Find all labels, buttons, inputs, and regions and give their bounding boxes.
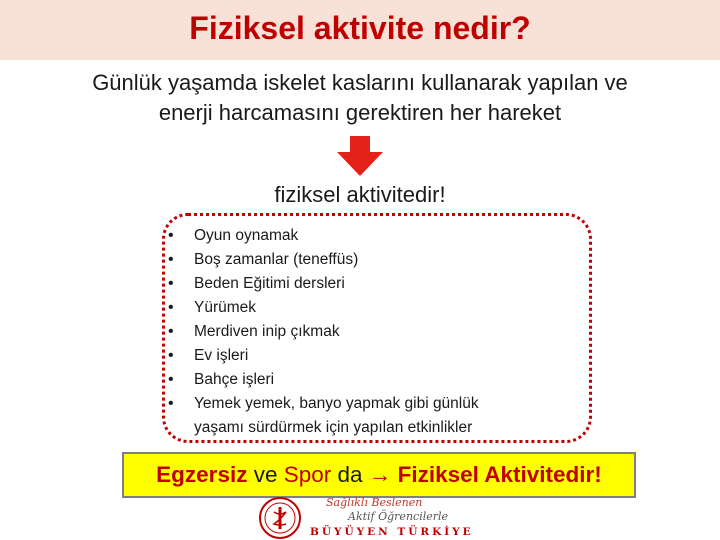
bullet-icon: • — [168, 275, 174, 292]
list-item: • Boş zamanlar (teneffüs) — [168, 248, 568, 272]
list-item: • Yemek yemek, banyo yapmak gibi günlük yaşamı sürdürmek için yapılan etkinlikler — [168, 392, 568, 440]
right-arrow-icon: → — [368, 462, 392, 487]
list-item: • Yürümek — [168, 296, 568, 320]
list-item-continuation: yaşamı sürdürmek için yapılan etkinlikler — [194, 419, 473, 436]
banner-word-egzersiz: Egzersiz — [156, 462, 248, 487]
list-item: • Ev işleri — [168, 344, 568, 368]
logo-line-1: Sağlıklı Beslenen — [326, 496, 423, 509]
ministry-seal-icon — [258, 496, 302, 540]
list-item: • Oyun oynamak — [168, 224, 568, 248]
bullet-icon: • — [168, 395, 174, 412]
bullet-icon: • — [168, 251, 174, 268]
bullet-icon: • — [168, 227, 174, 244]
banner-result: Fiziksel Aktivitedir! — [397, 462, 602, 487]
bullet-icon: • — [168, 371, 174, 388]
logo-line-2: Aktif Öğrencilerle — [348, 510, 449, 523]
activity-list — [168, 224, 568, 440]
logo-line-3: BÜYÜYEN TÜRKİYE — [310, 526, 474, 538]
definition-text — [20, 68, 700, 128]
banner-word-spor: Spor — [283, 462, 332, 487]
list-item: • Bahçe işleri — [168, 368, 568, 392]
bullet-icon: • — [168, 299, 174, 316]
banner-joiner-ve: ve — [247, 462, 284, 487]
definition-line-2: enerji harcamasını gerektiren her hareket — [158, 100, 562, 125]
conclusion-text: fiziksel aktivitedir! — [274, 182, 446, 207]
bullet-icon: • — [168, 347, 174, 364]
list-item: • Merdiven inip çıkmak — [168, 320, 568, 344]
summary-banner — [122, 452, 636, 498]
list-item: • Beden Eğitimi dersleri — [168, 272, 568, 296]
page-title: Fiziksel aktivite nedir? — [189, 10, 531, 46]
bullet-icon: • — [168, 323, 174, 340]
summary-banner-text — [124, 454, 634, 496]
definition-line-1: Günlük yaşamda iskelet kaslarını kullanarak yapılan ve — [92, 70, 628, 95]
banner-joiner-da: da — [331, 462, 369, 487]
campaign-logo — [252, 496, 478, 540]
down-arrow-icon — [337, 136, 383, 176]
